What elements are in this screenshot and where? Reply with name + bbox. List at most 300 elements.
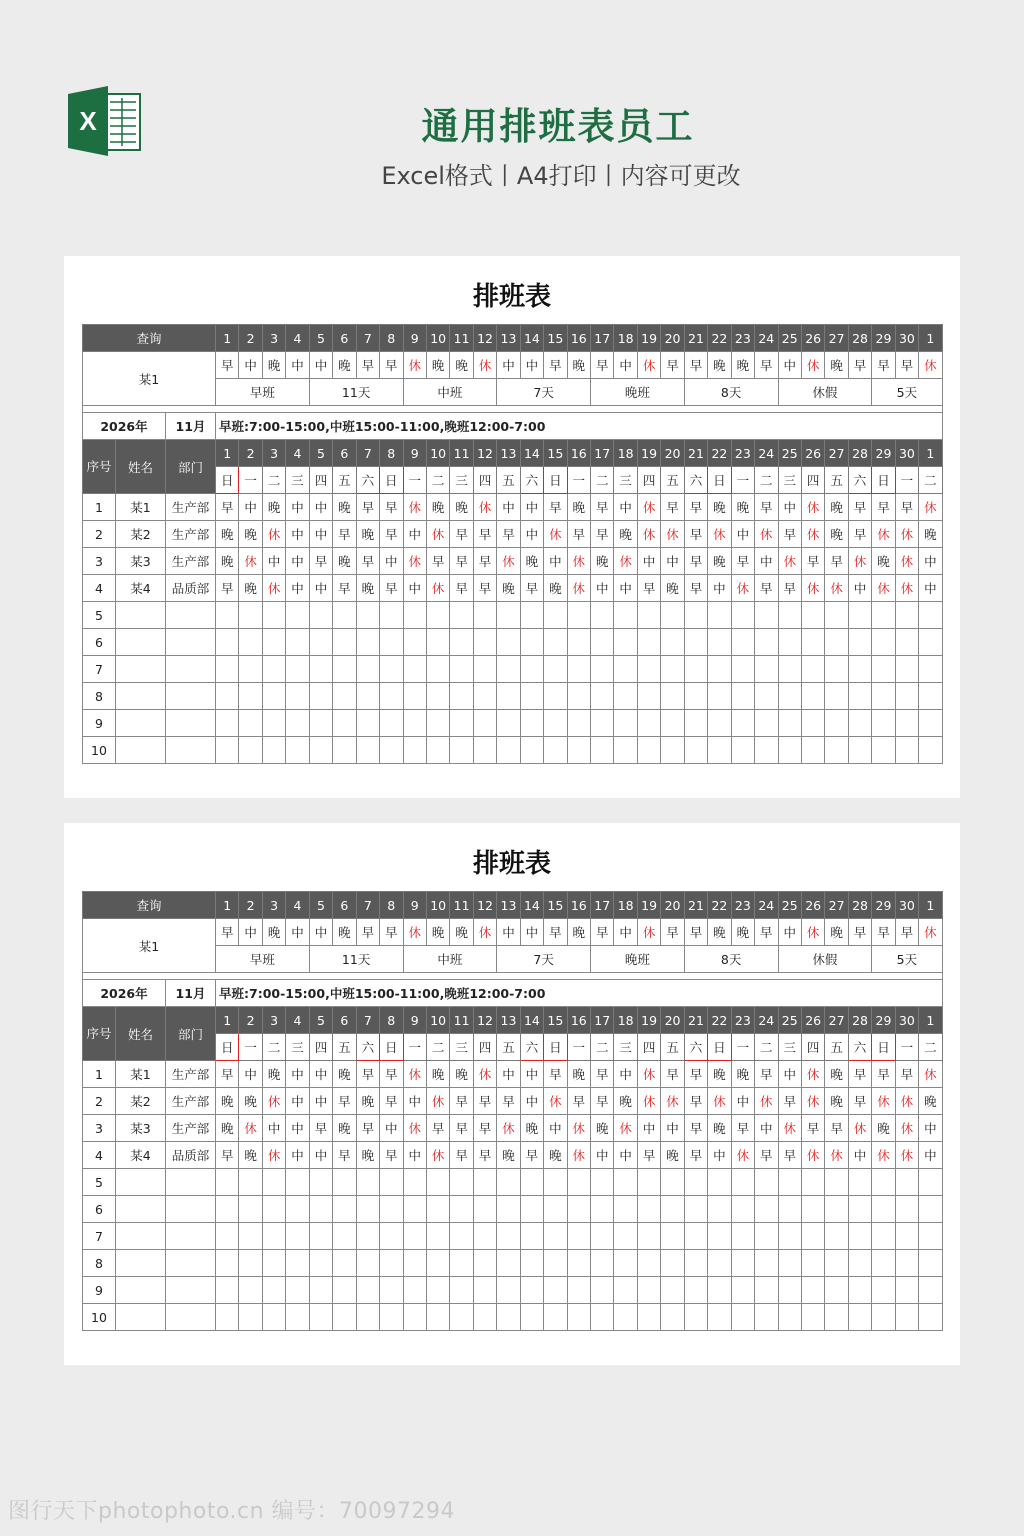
shift-cell[interactable] [497,683,520,710]
shift-cell[interactable] [755,683,778,710]
shift-cell[interactable]: 早 [356,548,379,575]
shift-cell[interactable]: 休 [567,548,590,575]
shift-cell[interactable] [239,1223,262,1250]
shift-cell[interactable]: 中 [637,548,660,575]
shift-cell[interactable]: 休 [919,494,942,521]
shift-cell[interactable] [403,683,426,710]
shift-cell[interactable] [239,737,262,764]
shift-cell[interactable]: 中 [286,1142,309,1169]
shift-cell[interactable]: 早 [872,494,895,521]
shift-cell[interactable]: 晚 [450,494,473,521]
shift-cell[interactable] [895,1250,918,1277]
shift-cell[interactable] [426,1169,449,1196]
shift-cell[interactable] [778,1250,801,1277]
shift-cell[interactable]: 中 [919,548,942,575]
shift-cell[interactable]: 早 [661,1061,684,1088]
shift-cell[interactable] [825,1223,848,1250]
shift-cell[interactable]: 早 [333,521,356,548]
shift-cell[interactable]: 中 [286,1115,309,1142]
shift-cell[interactable] [520,1304,543,1331]
shift-cell[interactable]: 晚 [497,1142,520,1169]
shift-cell[interactable]: 早 [333,1142,356,1169]
shift-cell[interactable] [825,629,848,656]
shift-cell[interactable]: 休 [544,1088,567,1115]
shift-cell[interactable] [895,737,918,764]
shift-cell[interactable] [497,602,520,629]
shift-cell[interactable]: 中 [637,1115,660,1142]
shift-cell[interactable] [872,710,895,737]
shift-cell[interactable]: 早 [684,1061,707,1088]
shift-cell[interactable] [801,1196,824,1223]
shift-cell[interactable] [520,737,543,764]
shift-cell[interactable] [380,1169,403,1196]
shift-cell[interactable]: 中 [520,1061,543,1088]
shift-cell[interactable] [848,1169,871,1196]
shift-cell[interactable] [356,710,379,737]
shift-cell[interactable] [614,737,637,764]
shift-cell[interactable] [825,683,848,710]
shift-cell[interactable] [614,656,637,683]
shift-cell[interactable] [614,1169,637,1196]
shift-cell[interactable] [872,1169,895,1196]
shift-cell[interactable] [262,1196,285,1223]
shift-cell[interactable] [801,1169,824,1196]
shift-cell[interactable]: 休 [426,1142,449,1169]
shift-cell[interactable] [262,602,285,629]
shift-cell[interactable] [801,602,824,629]
shift-cell[interactable] [731,683,754,710]
shift-cell[interactable] [778,1277,801,1304]
shift-cell[interactable]: 早 [895,494,918,521]
shift-cell[interactable] [380,1196,403,1223]
shift-cell[interactable]: 早 [778,1142,801,1169]
shift-cell[interactable]: 休 [262,521,285,548]
employee-name[interactable] [116,1277,166,1304]
employee-dept[interactable]: 生产部 [166,548,216,575]
shift-cell[interactable] [637,602,660,629]
shift-cell[interactable]: 早 [778,1088,801,1115]
shift-cell[interactable]: 中 [708,575,731,602]
shift-cell[interactable] [239,1196,262,1223]
shift-cell[interactable]: 晚 [661,1142,684,1169]
shift-cell[interactable] [333,710,356,737]
employee-dept[interactable] [166,737,216,764]
shift-cell[interactable] [239,1169,262,1196]
shift-cell[interactable] [591,1304,614,1331]
shift-cell[interactable] [567,1169,590,1196]
employee-dept[interactable] [166,656,216,683]
shift-cell[interactable] [661,1196,684,1223]
shift-cell[interactable]: 休 [262,1088,285,1115]
shift-cell[interactable] [262,1250,285,1277]
shift-cell[interactable] [567,683,590,710]
shift-cell[interactable]: 早 [473,548,496,575]
shift-cell[interactable] [567,1277,590,1304]
shift-cell[interactable] [848,1304,871,1331]
shift-cell[interactable]: 早 [755,1142,778,1169]
shift-cell[interactable] [309,602,332,629]
shift-cell[interactable] [544,656,567,683]
shift-cell[interactable] [403,629,426,656]
shift-cell[interactable] [216,1169,239,1196]
shift-cell[interactable] [473,656,496,683]
employee-dept[interactable] [166,1250,216,1277]
employee-dept[interactable] [166,1304,216,1331]
shift-cell[interactable]: 休 [426,521,449,548]
shift-cell[interactable] [216,1304,239,1331]
shift-cell[interactable] [356,656,379,683]
shift-cell[interactable]: 休 [872,1088,895,1115]
shift-cell[interactable]: 早 [450,521,473,548]
shift-cell[interactable]: 早 [684,521,707,548]
shift-cell[interactable] [450,710,473,737]
shift-cell[interactable] [872,1304,895,1331]
shift-cell[interactable] [684,683,707,710]
shift-cell[interactable]: 早 [309,548,332,575]
shift-cell[interactable] [614,629,637,656]
shift-cell[interactable] [848,737,871,764]
employee-dept[interactable] [166,683,216,710]
shift-cell[interactable]: 休 [919,1061,942,1088]
shift-cell[interactable] [755,1277,778,1304]
shift-cell[interactable]: 晚 [544,1142,567,1169]
shift-cell[interactable]: 晚 [356,521,379,548]
shift-cell[interactable] [825,602,848,629]
shift-cell[interactable] [661,737,684,764]
shift-cell[interactable] [356,1196,379,1223]
shift-cell[interactable]: 晚 [497,575,520,602]
shift-cell[interactable] [661,1304,684,1331]
shift-cell[interactable] [731,1277,754,1304]
shift-cell[interactable] [637,683,660,710]
shift-cell[interactable]: 早 [380,521,403,548]
shift-cell[interactable] [591,1223,614,1250]
shift-cell[interactable] [801,683,824,710]
shift-cell[interactable]: 休 [801,1088,824,1115]
shift-cell[interactable]: 早 [778,521,801,548]
shift-cell[interactable]: 中 [262,548,285,575]
shift-cell[interactable]: 晚 [567,494,590,521]
shift-cell[interactable]: 晚 [216,1115,239,1142]
shift-cell[interactable] [309,683,332,710]
shift-cell[interactable]: 休 [403,494,426,521]
shift-cell[interactable] [614,683,637,710]
shift-cell[interactable] [661,1223,684,1250]
shift-cell[interactable] [567,602,590,629]
shift-cell[interactable] [731,602,754,629]
shift-cell[interactable] [380,1277,403,1304]
shift-cell[interactable] [731,629,754,656]
shift-cell[interactable]: 休 [755,521,778,548]
shift-cell[interactable]: 中 [520,494,543,521]
shift-cell[interactable] [684,1196,707,1223]
shift-cell[interactable] [848,683,871,710]
shift-cell[interactable] [473,1196,496,1223]
shift-cell[interactable]: 早 [567,521,590,548]
shift-cell[interactable]: 休 [872,1142,895,1169]
shift-cell[interactable] [450,1304,473,1331]
employee-dept[interactable] [166,1223,216,1250]
shift-cell[interactable] [731,737,754,764]
shift-cell[interactable] [591,710,614,737]
shift-cell[interactable] [497,1196,520,1223]
shift-cell[interactable]: 休 [778,548,801,575]
shift-cell[interactable] [567,1196,590,1223]
shift-cell[interactable]: 中 [614,1142,637,1169]
shift-cell[interactable]: 中 [919,1142,942,1169]
shift-cell[interactable]: 早 [848,1088,871,1115]
shift-cell[interactable] [520,1277,543,1304]
shift-cell[interactable] [544,1169,567,1196]
shift-cell[interactable]: 休 [403,1115,426,1142]
shift-cell[interactable]: 早 [356,494,379,521]
shift-cell[interactable] [403,1304,426,1331]
shift-cell[interactable]: 晚 [333,1115,356,1142]
shift-cell[interactable] [309,629,332,656]
shift-cell[interactable] [661,656,684,683]
shift-cell[interactable] [872,737,895,764]
shift-cell[interactable] [473,1250,496,1277]
shift-cell[interactable]: 休 [426,575,449,602]
shift-cell[interactable]: 晚 [356,1088,379,1115]
shift-cell[interactable] [380,1223,403,1250]
shift-cell[interactable] [848,1223,871,1250]
shift-cell[interactable]: 中 [380,1115,403,1142]
shift-cell[interactable] [497,629,520,656]
shift-cell[interactable] [684,1277,707,1304]
shift-cell[interactable] [708,1223,731,1250]
shift-cell[interactable]: 中 [239,494,262,521]
shift-cell[interactable] [333,602,356,629]
shift-cell[interactable] [426,710,449,737]
shift-cell[interactable] [356,683,379,710]
shift-cell[interactable]: 晚 [239,575,262,602]
shift-cell[interactable]: 休 [239,1115,262,1142]
shift-cell[interactable] [661,1277,684,1304]
shift-cell[interactable] [731,1169,754,1196]
shift-cell[interactable] [426,1223,449,1250]
shift-cell[interactable] [778,710,801,737]
shift-cell[interactable]: 晚 [614,521,637,548]
shift-cell[interactable]: 休 [848,1115,871,1142]
shift-cell[interactable]: 早 [591,1061,614,1088]
shift-cell[interactable] [333,1277,356,1304]
employee-name[interactable]: 某4 [116,1142,166,1169]
shift-cell[interactable] [614,1196,637,1223]
shift-cell[interactable]: 中 [778,494,801,521]
shift-cell[interactable] [919,629,942,656]
shift-cell[interactable] [216,683,239,710]
shift-cell[interactable]: 早 [473,1115,496,1142]
shift-cell[interactable] [333,1169,356,1196]
shift-cell[interactable]: 中 [239,1061,262,1088]
shift-cell[interactable] [684,656,707,683]
shift-cell[interactable] [591,1250,614,1277]
shift-cell[interactable] [544,683,567,710]
shift-cell[interactable] [520,710,543,737]
shift-cell[interactable] [426,602,449,629]
shift-cell[interactable] [286,737,309,764]
shift-cell[interactable]: 早 [380,494,403,521]
shift-cell[interactable]: 早 [216,1061,239,1088]
shift-cell[interactable]: 晚 [239,1142,262,1169]
shift-cell[interactable]: 休 [825,575,848,602]
shift-cell[interactable] [473,1304,496,1331]
shift-cell[interactable] [872,602,895,629]
shift-cell[interactable]: 早 [825,1115,848,1142]
shift-cell[interactable]: 早 [848,494,871,521]
shift-cell[interactable]: 休 [895,521,918,548]
shift-cell[interactable] [872,683,895,710]
shift-cell[interactable] [755,629,778,656]
shift-cell[interactable]: 早 [591,1088,614,1115]
employee-dept[interactable] [166,629,216,656]
shift-cell[interactable] [731,1250,754,1277]
shift-cell[interactable]: 早 [450,575,473,602]
shift-cell[interactable]: 早 [591,494,614,521]
shift-cell[interactable]: 早 [637,1142,660,1169]
shift-cell[interactable] [286,1304,309,1331]
month-cell[interactable]: 11月 [166,980,216,1007]
shift-cell[interactable]: 早 [755,575,778,602]
shift-cell[interactable] [403,1250,426,1277]
shift-cell[interactable]: 晚 [239,1088,262,1115]
shift-cell[interactable]: 早 [356,1061,379,1088]
shift-cell[interactable]: 晚 [216,521,239,548]
employee-dept[interactable] [166,1277,216,1304]
shift-cell[interactable]: 休 [661,1088,684,1115]
shift-cell[interactable] [708,737,731,764]
employee-name[interactable] [116,629,166,656]
shift-cell[interactable]: 早 [778,575,801,602]
shift-cell[interactable]: 休 [801,1061,824,1088]
shift-cell[interactable] [731,656,754,683]
shift-cell[interactable]: 晚 [661,575,684,602]
shift-cell[interactable]: 早 [755,1061,778,1088]
shift-cell[interactable]: 休 [497,548,520,575]
shift-cell[interactable] [591,629,614,656]
shift-cell[interactable] [778,1169,801,1196]
shift-cell[interactable]: 早 [684,575,707,602]
shift-cell[interactable] [848,629,871,656]
shift-cell[interactable]: 中 [403,1142,426,1169]
shift-cell[interactable]: 早 [801,548,824,575]
shift-cell[interactable]: 早 [684,1115,707,1142]
shift-cell[interactable]: 晚 [825,1088,848,1115]
shift-cell[interactable] [778,1304,801,1331]
shift-cell[interactable] [778,737,801,764]
shift-cell[interactable]: 晚 [239,521,262,548]
employee-dept[interactable] [166,602,216,629]
employee-name[interactable] [116,1250,166,1277]
shift-cell[interactable] [426,1250,449,1277]
shift-cell[interactable] [403,656,426,683]
shift-cell[interactable]: 早 [216,575,239,602]
shift-cell[interactable]: 休 [661,521,684,548]
shift-cell[interactable] [661,629,684,656]
shift-cell[interactable] [356,629,379,656]
shift-cell[interactable] [614,602,637,629]
shift-cell[interactable]: 晚 [708,494,731,521]
shift-cell[interactable] [450,1169,473,1196]
shift-cell[interactable]: 休 [895,1142,918,1169]
shift-cell[interactable] [567,710,590,737]
shift-cell[interactable]: 晚 [262,1061,285,1088]
shift-cell[interactable]: 早 [473,575,496,602]
employee-name[interactable]: 某3 [116,548,166,575]
employee-dept[interactable]: 品质部 [166,1142,216,1169]
shift-cell[interactable]: 早 [426,1115,449,1142]
shift-cell[interactable] [637,737,660,764]
shift-cell[interactable]: 早 [684,548,707,575]
shift-cell[interactable]: 晚 [591,1115,614,1142]
shift-cell[interactable] [708,683,731,710]
shift-cell[interactable] [450,683,473,710]
shift-cell[interactable] [895,1277,918,1304]
shift-cell[interactable] [637,710,660,737]
shift-cell[interactable] [380,683,403,710]
shift-cell[interactable] [872,1223,895,1250]
shift-cell[interactable] [637,1250,660,1277]
shift-cell[interactable]: 晚 [520,548,543,575]
shift-cell[interactable] [239,710,262,737]
shift-cell[interactable]: 休 [637,521,660,548]
shift-cell[interactable]: 中 [309,1088,332,1115]
shift-cell[interactable] [919,656,942,683]
shift-cell[interactable]: 早 [731,1115,754,1142]
shift-cell[interactable]: 休 [637,1088,660,1115]
employee-name[interactable] [116,737,166,764]
shift-cell[interactable] [544,629,567,656]
shift-cell[interactable]: 休 [403,548,426,575]
shift-cell[interactable] [309,1196,332,1223]
shift-cell[interactable] [825,1169,848,1196]
shift-cell[interactable] [497,1250,520,1277]
shift-cell[interactable] [497,1277,520,1304]
shift-cell[interactable] [473,1223,496,1250]
shift-cell[interactable] [450,656,473,683]
shift-cell[interactable] [216,737,239,764]
shift-cell[interactable] [895,602,918,629]
shift-cell[interactable]: 休 [614,1115,637,1142]
shift-cell[interactable] [262,1169,285,1196]
employee-name[interactable] [116,602,166,629]
shift-cell[interactable] [848,1196,871,1223]
shift-cell[interactable]: 早 [450,1142,473,1169]
shift-cell[interactable] [473,1169,496,1196]
shift-cell[interactable] [591,683,614,710]
shift-cell[interactable] [801,710,824,737]
shift-cell[interactable] [262,1304,285,1331]
shift-cell[interactable] [356,1250,379,1277]
shift-cell[interactable] [473,602,496,629]
shift-cell[interactable] [286,656,309,683]
shift-cell[interactable]: 晚 [731,494,754,521]
shift-cell[interactable]: 休 [848,548,871,575]
shift-cell[interactable]: 早 [637,575,660,602]
shift-cell[interactable] [895,1304,918,1331]
shift-cell[interactable]: 休 [895,548,918,575]
shift-cell[interactable] [825,710,848,737]
shift-cell[interactable]: 休 [872,575,895,602]
shift-cell[interactable]: 中 [731,521,754,548]
shift-cell[interactable]: 中 [403,521,426,548]
shift-cell[interactable]: 晚 [919,521,942,548]
shift-cell[interactable] [286,1277,309,1304]
employee-dept[interactable] [166,710,216,737]
shift-cell[interactable] [567,737,590,764]
shift-cell[interactable] [333,1223,356,1250]
